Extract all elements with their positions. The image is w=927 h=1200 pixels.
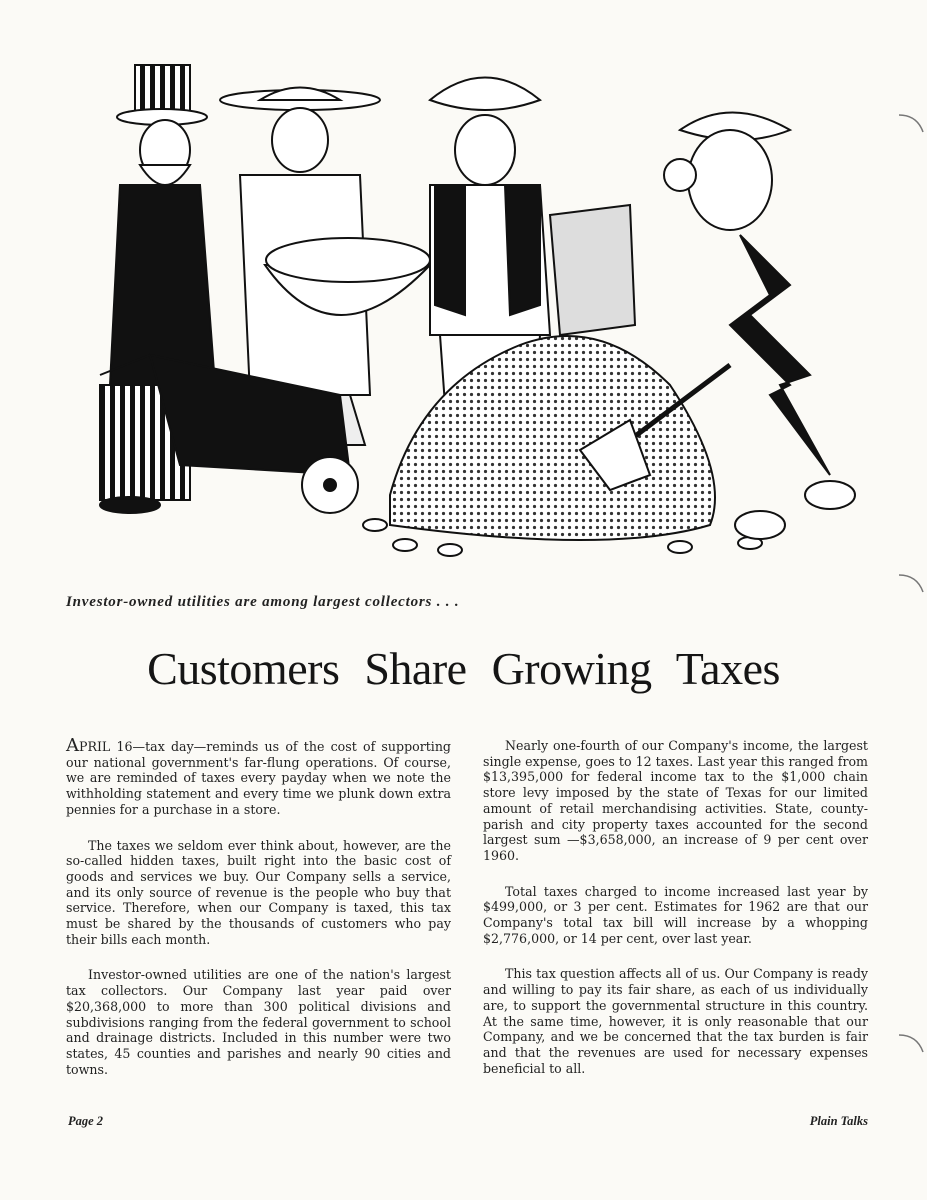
drop-cap: A: [66, 735, 79, 756]
article-paragraph: The taxes we seldom ever think about, however, are the so-called hidden taxes, built right into the basic cost of goods and services we buy. Our Company sells a service, and its only source of revenue is the people who buy that service. Therefore, when our Company is taxed, this tax must be shared by the thousands of customers who pay their bills each month.: [66, 837, 451, 947]
publication-name: Plain Talks: [809, 1114, 868, 1128]
article-paragraph: APRIL 16—tax day—reminds us of the cost of supporting our national government's far-flung operations. Of course, we are reminded of taxes every payday when we note the withholding statement and every time we plunk down extra pennies for a purchase in a store.: [66, 735, 451, 817]
article-headline: Customers Share Growing Taxes: [147, 643, 780, 694]
cartoon-illustration: [90, 55, 880, 570]
illustration-caption: Investor-owned utilities are among largest collectors . . .: [66, 594, 460, 610]
article-paragraph: This tax question affects all of us. Our Company is ready and willing to pay its fair share, as each of us individually are, to support the governmental structure in this country. At the same time, however, it is only reasonable that our Company, and we be concerned that the tax burden is fair and that the revenues are used for necessary expenses beneficial to all.: [483, 966, 868, 1076]
binder-hole-mark: [897, 1030, 927, 1060]
coin-pile: [363, 336, 762, 556]
binder-hole-mark: [897, 110, 927, 140]
article-paragraph: Total taxes charged to income increased last year by $499,000, or 3 per cent. Estimates for 1962 are that our Company's total tax bill will increase by a whopping $2,776,000, or 14 per cent, over last year.: [483, 883, 868, 946]
page-number: Page 2: [68, 1114, 104, 1128]
article-paragraph: Nearly one-fourth of our Company's income, the largest single expense, goes to 12 taxes. Last year this ranged from $13,395,000 for federal income tax to the $1,000 chain store levy imposed by the state of Texas for our limited amount of retail merchandising activities. State, county-parish and city property taxes accounted for the second largest sum —$3,658,000, an increase of 9 per cent over 1960.: [483, 738, 868, 863]
article-column-left: [66, 735, 451, 1097]
binder-hole-mark: [897, 570, 927, 600]
article-column-right: [483, 738, 868, 1096]
article-paragraph: Investor-owned utilities are one of the nation's largest tax collectors. Our Company last year paid over $20,368,000 to more than 300 political divisions and subdivisions ranging from the federal government to school and drainage districts. Included in this number were two states, 45 counties and parishes and nearly 90 cities and towns.: [66, 967, 451, 1077]
